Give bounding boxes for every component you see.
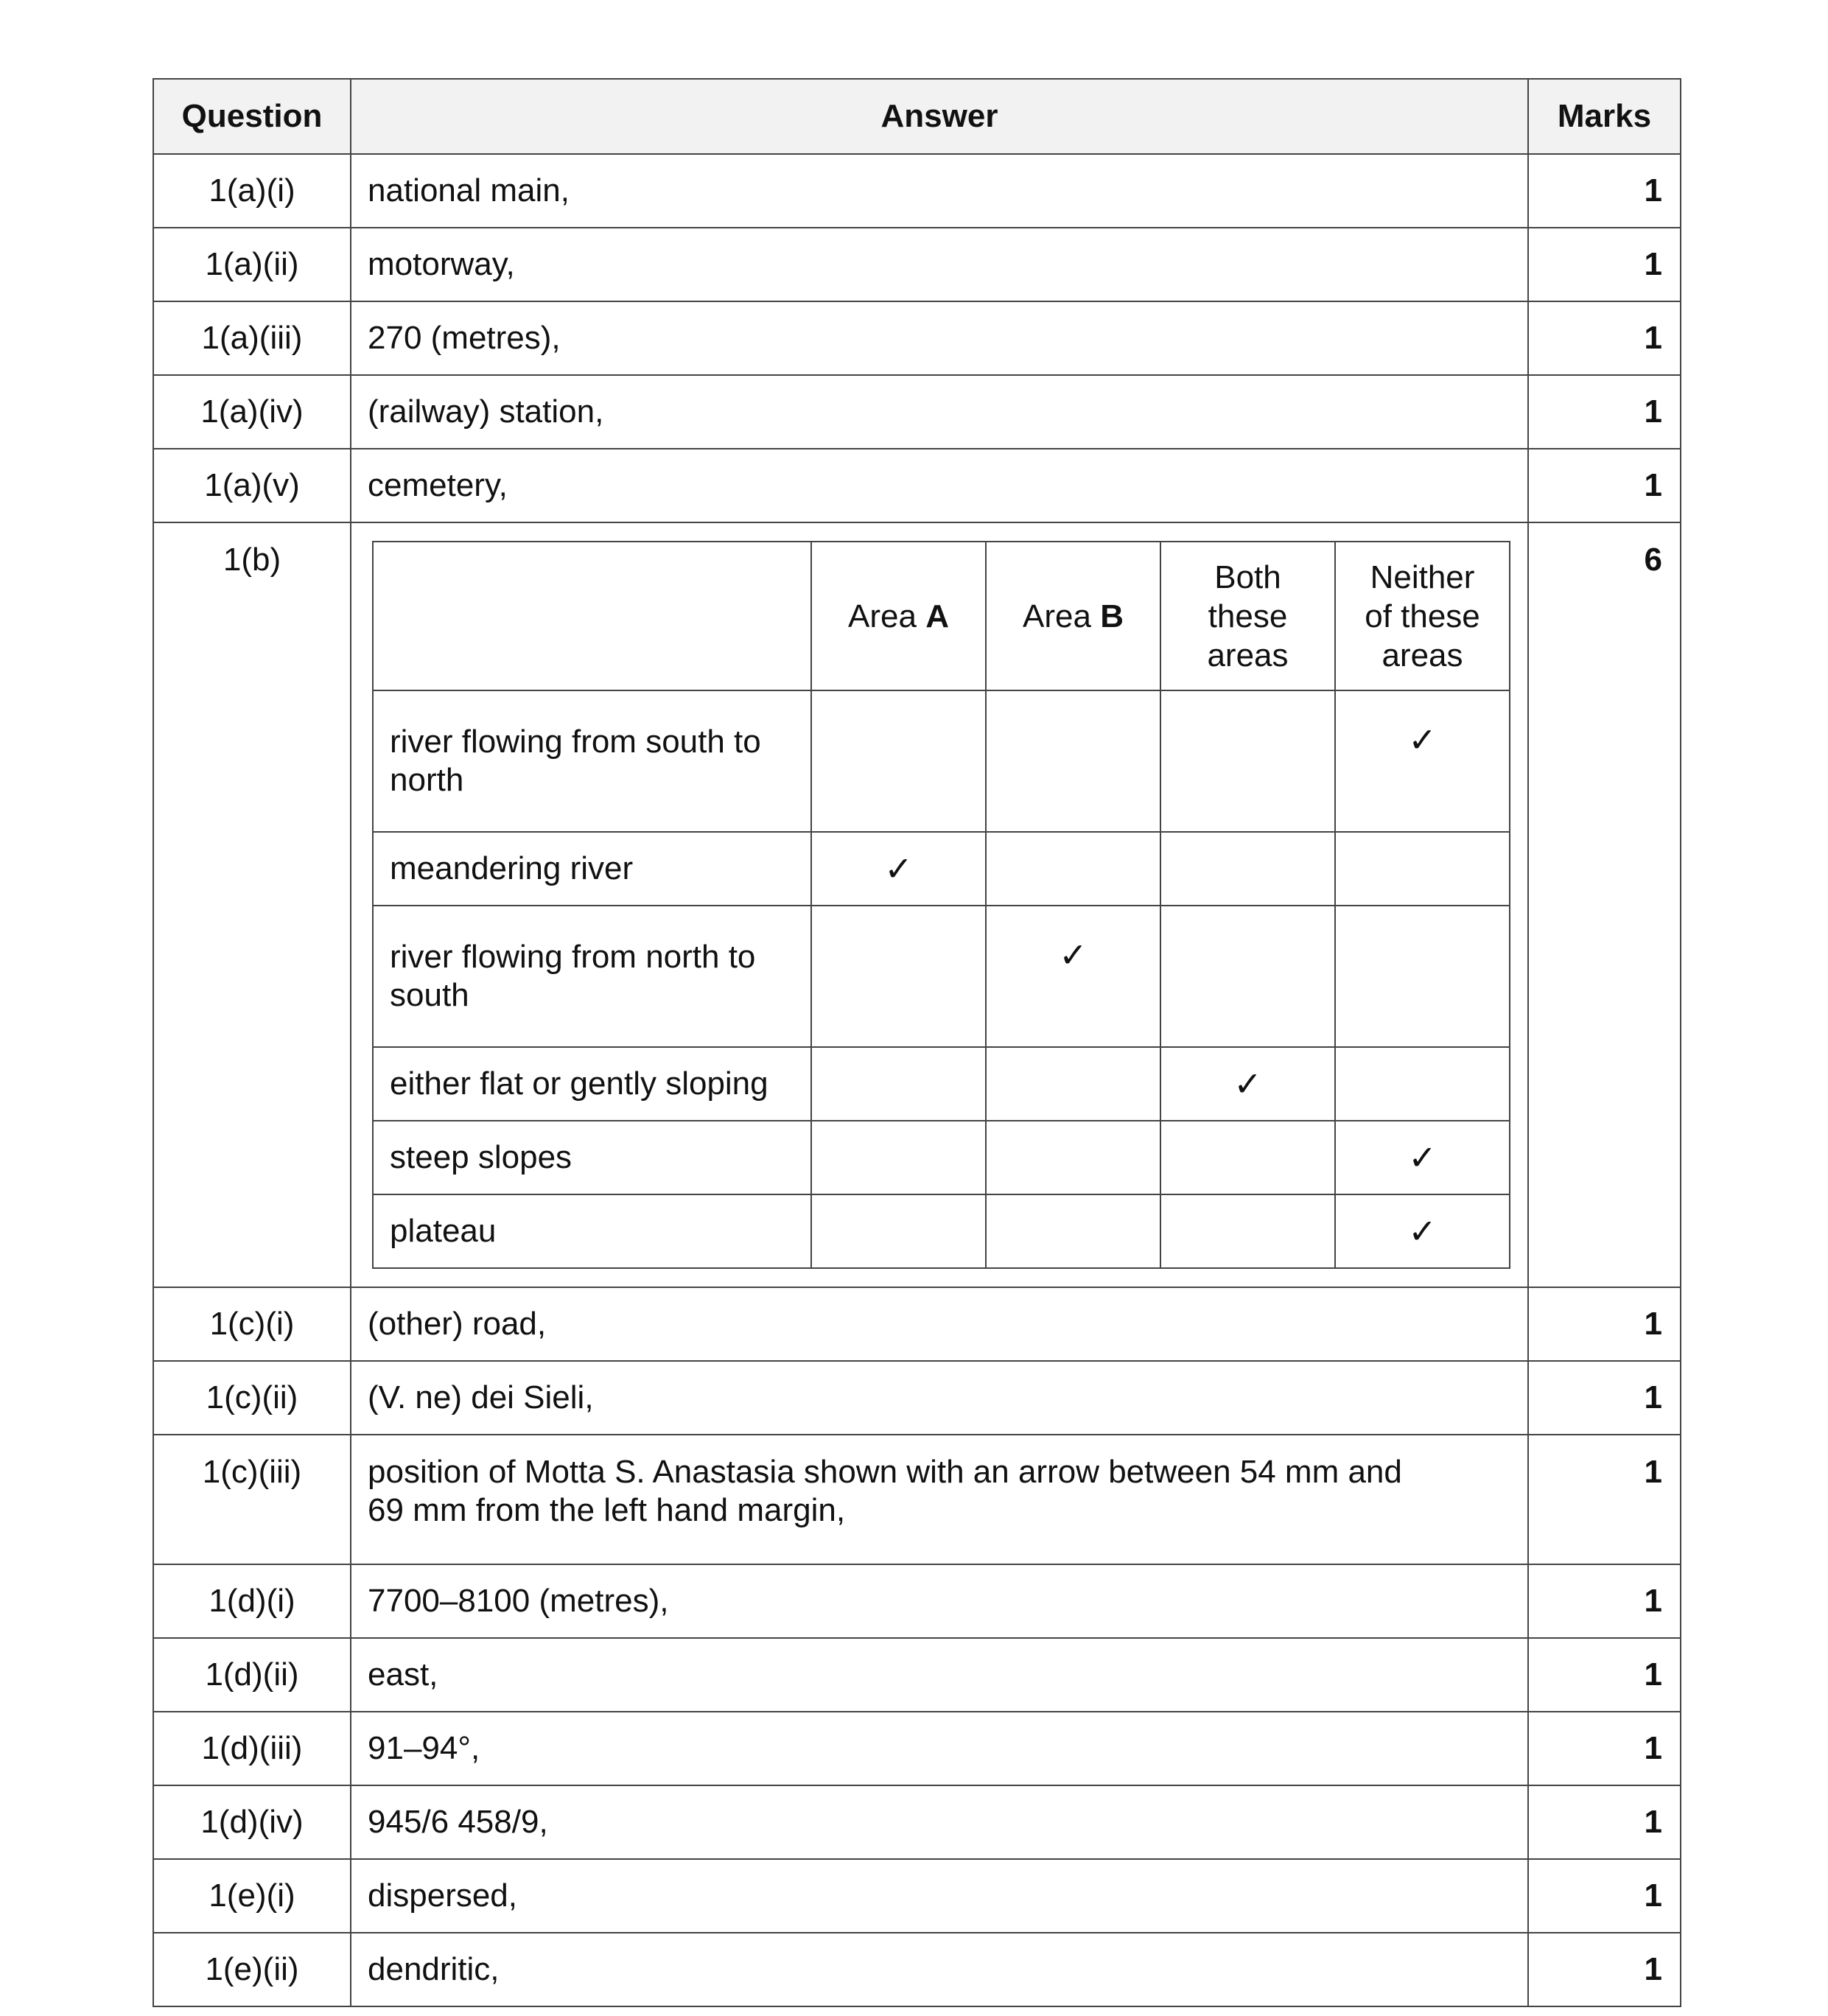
question-cell: 1(d)(iv) xyxy=(153,1785,351,1859)
answer-cell xyxy=(351,1712,1528,1785)
text-line: 69 mm from the left hand margin, xyxy=(368,1492,846,1528)
question-cell: 1(d)(i) xyxy=(153,1564,351,1638)
answer-header: Answer xyxy=(351,79,1528,154)
marks-cell: 1 xyxy=(1528,154,1681,228)
area-label: Area xyxy=(848,598,926,634)
marks-cell: 1 xyxy=(1528,1712,1681,1785)
answer-cell xyxy=(351,1287,1528,1361)
text-line: dendritic, xyxy=(368,1951,500,1987)
question-cell: 1(d)(ii) xyxy=(153,1638,351,1712)
question-cell: 1(a)(iv) xyxy=(153,375,351,449)
table-row xyxy=(153,1859,1681,1933)
tick-cell xyxy=(986,1194,1160,1268)
check-icon: ✓ xyxy=(1408,720,1437,760)
table-row xyxy=(153,1638,1681,1712)
areas-header-row xyxy=(373,542,1510,690)
answer-cell xyxy=(351,1785,1528,1859)
marks-cell: 1 xyxy=(1528,1638,1681,1712)
tick-cell xyxy=(1160,690,1335,832)
answer-cell: 270 (metres), xyxy=(351,301,1528,375)
question-cell: 1(e)(i) xyxy=(153,1859,351,1933)
tick-cell xyxy=(1160,906,1335,1047)
answer-cell: national main, xyxy=(351,154,1528,228)
tick-cell xyxy=(1335,906,1510,1047)
answer-cell xyxy=(351,1361,1528,1435)
text-line: meandering river xyxy=(390,850,634,886)
answer-cell xyxy=(351,1435,1528,1564)
tick-cell xyxy=(986,690,1160,832)
marks-cell: 1 xyxy=(1528,301,1681,375)
feature-row xyxy=(373,906,1510,1047)
answer-cell: (railway) station, xyxy=(351,375,1528,449)
feature-header-blank xyxy=(373,542,811,690)
table-row xyxy=(153,449,1681,522)
tick-cell xyxy=(986,906,1160,1047)
tick-cell xyxy=(1160,832,1335,906)
answer-cell xyxy=(351,522,1528,1287)
tick-cell xyxy=(986,832,1160,906)
tick-cell xyxy=(986,1047,1160,1121)
question-cell: 1(d)(iii) xyxy=(153,1712,351,1785)
feature-row xyxy=(373,1121,1510,1194)
tick-cell xyxy=(811,906,986,1047)
tick-cell xyxy=(811,1121,986,1194)
table-row xyxy=(153,154,1681,228)
feature-label xyxy=(373,1121,811,1194)
area-letter: A xyxy=(925,598,949,634)
marks-cell: 1 xyxy=(1528,1933,1681,2006)
text-line: areas xyxy=(1207,637,1289,673)
area-column-header xyxy=(986,542,1160,690)
tick-cell xyxy=(811,690,986,832)
tick-cell xyxy=(986,1121,1160,1194)
table-row xyxy=(153,228,1681,301)
table-row xyxy=(153,375,1681,449)
marks-cell: 1 xyxy=(1528,1435,1681,1564)
text-line: north xyxy=(390,762,464,798)
marks-cell: 1 xyxy=(1528,1785,1681,1859)
table-row xyxy=(153,1712,1681,1785)
text-line: either flat or gently sloping xyxy=(390,1065,768,1102)
tick-cell xyxy=(1335,1047,1510,1121)
answer-cell: cemetery, xyxy=(351,449,1528,522)
check-icon: ✓ xyxy=(1233,1064,1262,1104)
question-cell: 1(b) xyxy=(153,522,351,1287)
text-line: Neither xyxy=(1370,559,1475,595)
areas-tick-table xyxy=(372,541,1510,1269)
mark-scheme-table xyxy=(153,78,1681,2007)
question-cell: 1(a)(ii) xyxy=(153,228,351,301)
text-line: of these xyxy=(1365,598,1480,634)
tick-cell xyxy=(1160,1121,1335,1194)
check-icon: ✓ xyxy=(1408,1138,1437,1177)
area-column-header xyxy=(811,542,986,690)
tick-cell xyxy=(811,1194,986,1268)
answer-cell xyxy=(351,1933,1528,2006)
answer-cell: motorway, xyxy=(351,228,1528,301)
question-cell: 1(a)(v) xyxy=(153,449,351,522)
feature-label xyxy=(373,832,811,906)
table-row xyxy=(153,1564,1681,1638)
text-line: dispersed, xyxy=(368,1877,518,1914)
tick-cell xyxy=(811,832,986,906)
tick-cell xyxy=(1160,1194,1335,1268)
question-cell: 1(a)(iii) xyxy=(153,301,351,375)
feature-row xyxy=(373,832,1510,906)
question-cell: 1(e)(ii) xyxy=(153,1933,351,2006)
table-row xyxy=(153,1361,1681,1435)
mark-scheme-body xyxy=(153,154,1681,2006)
text-line: east, xyxy=(368,1656,438,1693)
answer-cell xyxy=(351,1859,1528,1933)
tick-cell xyxy=(1335,690,1510,832)
marks-header: Marks xyxy=(1528,79,1681,154)
marks-cell: 1 xyxy=(1528,1859,1681,1933)
check-icon: ✓ xyxy=(884,849,913,889)
area-letter: B xyxy=(1100,598,1124,634)
text-line: river flowing from south to xyxy=(390,724,761,760)
marks-cell: 1 xyxy=(1528,1287,1681,1361)
areas-body xyxy=(373,690,1510,1268)
tick-cell xyxy=(1335,1194,1510,1268)
question-cell: 1(c)(i) xyxy=(153,1287,351,1361)
header-row xyxy=(153,79,1681,154)
area-column-header xyxy=(1335,542,1510,690)
table-row xyxy=(153,1785,1681,1859)
text-line: plateau xyxy=(390,1213,497,1249)
marks-cell: 1 xyxy=(1528,1564,1681,1638)
text-line: Both xyxy=(1214,559,1281,595)
tick-cell xyxy=(1160,1047,1335,1121)
text-line: position of Motta S. Anastasia shown with an arrow between 54 mm and xyxy=(368,1454,1402,1490)
feature-row xyxy=(373,1047,1510,1121)
question-cell: 1(c)(ii) xyxy=(153,1361,351,1435)
tick-cell xyxy=(1335,832,1510,906)
marks-cell: 6 xyxy=(1528,522,1681,1287)
table-row xyxy=(153,1933,1681,2006)
area-label: Area xyxy=(1023,598,1101,634)
check-icon: ✓ xyxy=(1408,1211,1437,1251)
feature-row xyxy=(373,1194,1510,1268)
answer-cell xyxy=(351,1564,1528,1638)
text-line: south xyxy=(390,977,469,1013)
text-line: 91–94°, xyxy=(368,1730,480,1766)
text-line: (V. ne) dei Sieli, xyxy=(368,1379,594,1415)
question-cell: 1(c)(iii) xyxy=(153,1435,351,1564)
text-line: (other) road, xyxy=(368,1306,547,1342)
text-line: areas xyxy=(1381,637,1463,673)
answer-cell xyxy=(351,1638,1528,1712)
marks-cell: 1 xyxy=(1528,1361,1681,1435)
text-line: 7700–8100 (metres), xyxy=(368,1583,669,1619)
tick-cell xyxy=(811,1047,986,1121)
feature-label xyxy=(373,1194,811,1268)
check-icon: ✓ xyxy=(1059,935,1088,975)
table-row xyxy=(153,301,1681,375)
feature-label xyxy=(373,906,811,1047)
text-line: 945/6 458/9, xyxy=(368,1804,548,1840)
table-row xyxy=(153,1287,1681,1361)
table-row xyxy=(153,1435,1681,1564)
feature-label xyxy=(373,690,811,832)
marks-cell: 1 xyxy=(1528,228,1681,301)
area-column-header xyxy=(1160,542,1335,690)
text-line: these xyxy=(1208,598,1288,634)
question-cell: 1(a)(i) xyxy=(153,154,351,228)
feature-label xyxy=(373,1047,811,1121)
marks-cell: 1 xyxy=(1528,375,1681,449)
question-header: Question xyxy=(153,79,351,154)
table-row-1b xyxy=(153,522,1681,1287)
marks-cell: 1 xyxy=(1528,449,1681,522)
tick-cell xyxy=(1335,1121,1510,1194)
text-line: steep slopes xyxy=(390,1139,572,1175)
feature-row xyxy=(373,690,1510,832)
text-line: river flowing from north to xyxy=(390,939,756,975)
